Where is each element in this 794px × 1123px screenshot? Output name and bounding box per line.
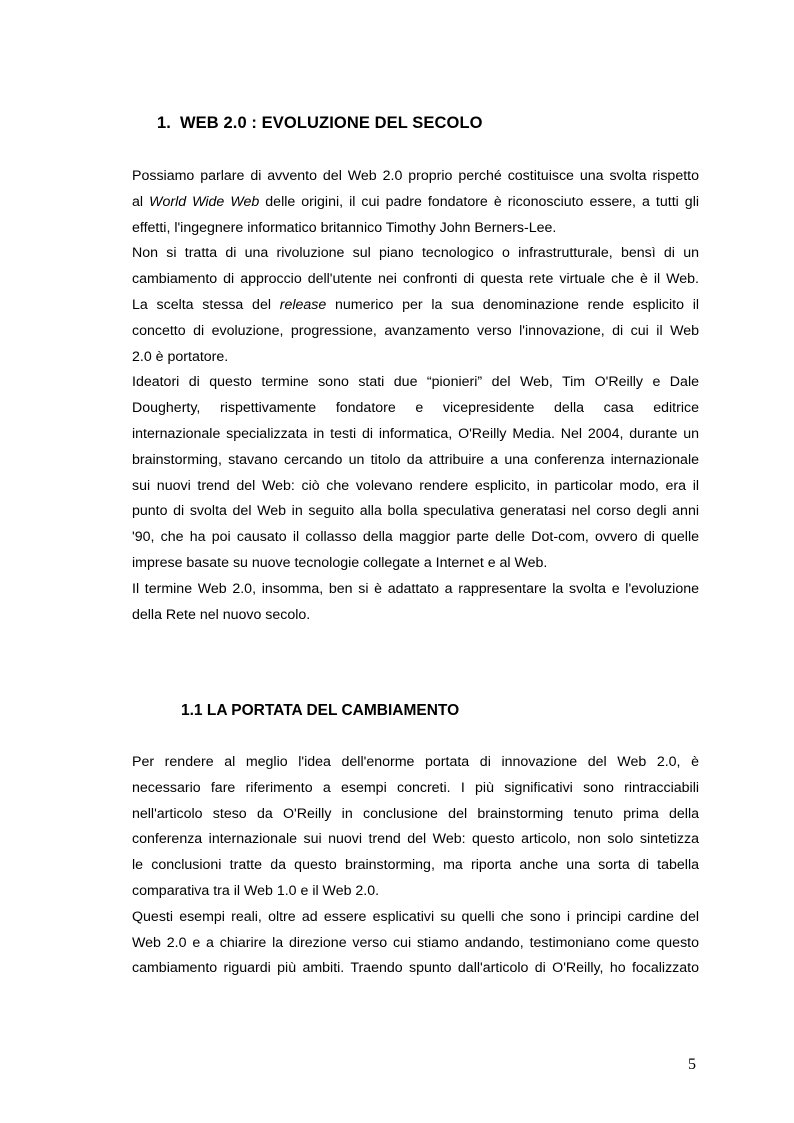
body-line: Il termine Web 2.0, insomma, ben si è adattato a rappresentare la svolta e l'evoluzione [132, 580, 699, 597]
body-line: Non si tratta di una rivoluzione sul piano tecnologico o infrastrutturale, bensì di un [132, 245, 699, 262]
body-line: Per rendere al meglio l'idea dell'enorme portata di innovazione del Web 2.0, è [132, 754, 699, 770]
body-line: '90, che ha poi causato il collasso della maggior parte delle Dot-com, ovvero di quelle [132, 529, 699, 546]
body-line: internazionale specializzata in testi di informatica, O'Reilly Media. Nel 2004, durante un [132, 425, 699, 442]
section-body [132, 750, 699, 982]
chapter-title: WEB 2.0 : EVOLUZIONE DEL SECOLO [180, 114, 483, 132]
body-line: le conclusioni tratte da questo brainstorming, ma riporta anche una sorta di tabella [132, 857, 699, 874]
italic-term: World Wide Web [149, 193, 260, 210]
body-line: punto di svolta del Web in seguito alla bolla speculativa generatasi nel corso degli anni [132, 503, 699, 520]
body-line: comparativa tra il Web 1.0 e il Web 2.0. [132, 882, 380, 899]
body-line: sui nuovi trend del Web: ciò che volevano rendere esplicito, in particolar modo, era il [132, 477, 699, 494]
body-line: della Rete nel nuovo secolo. [132, 606, 311, 623]
body-line: La scelta stessa del release numerico per la sua denominazione rende esplicito il [132, 296, 699, 313]
chapter-body [132, 164, 699, 628]
body-line: cambiamento riguardi più ambiti. Traendo spunto dall'articolo di O'Reilly, ho focalizzato [132, 960, 699, 977]
chapter-heading [157, 114, 483, 133]
body-line: brainstorming, stavano cercando un titolo da attribuire a una conferenza internazionale [132, 451, 699, 468]
body-line: effetti, l'ingegnere informatico britannico Timothy John Berners-Lee. [132, 219, 557, 236]
body-line: Ideatori di questo termine sono stati due “pionieri” del Web, Tim O'Reilly e Dale [132, 374, 699, 391]
section-heading: 1.1 LA PORTATA DEL CAMBIAMENTO [181, 702, 460, 719]
body-line: nell'articolo steso da O'Reilly in conclusione del brainstorming tenuto prima della [132, 805, 699, 822]
body-line: Web 2.0 e a chiarire la direzione verso cui stiamo andando, testimoniano come questo [132, 934, 699, 951]
body-line: al World Wide Web delle origini, il cui padre fondatore è riconosciuto essere, a tutti gli [132, 193, 699, 210]
body-line: 2.0 è portatore. [132, 348, 229, 365]
body-line: necessario fare riferimento a esempi concreti. I più significativi sono rintracciabili [132, 779, 699, 796]
body-line: conferenza internazionale sui nuovi trend del Web: questo articolo, non solo sintetizza [132, 831, 699, 848]
body-line: imprese basate su nuove tecnologie collegate a Internet e al Web. [132, 554, 548, 571]
chapter-number: 1. [157, 114, 171, 132]
italic-term: release [279, 296, 327, 313]
body-line: Dougherty, rispettivamente fondatore e vicepresidente della casa editrice [132, 400, 699, 417]
body-line: Questi esempi reali, oltre ad essere esplicativi su quelli che sono i principi cardine del [132, 908, 699, 925]
page-number: 5 [688, 1056, 696, 1073]
body-line: concetto di evoluzione, progressione, avanzamento verso l'innovazione, di cui il Web [132, 322, 699, 339]
body-line: Possiamo parlare di avvento del Web 2.0 proprio perché costituisce una svolta rispetto [132, 168, 699, 184]
body-line: cambiamento di approccio dell'utente nei confronti di questa rete virtuale che è il Web. [132, 271, 699, 288]
